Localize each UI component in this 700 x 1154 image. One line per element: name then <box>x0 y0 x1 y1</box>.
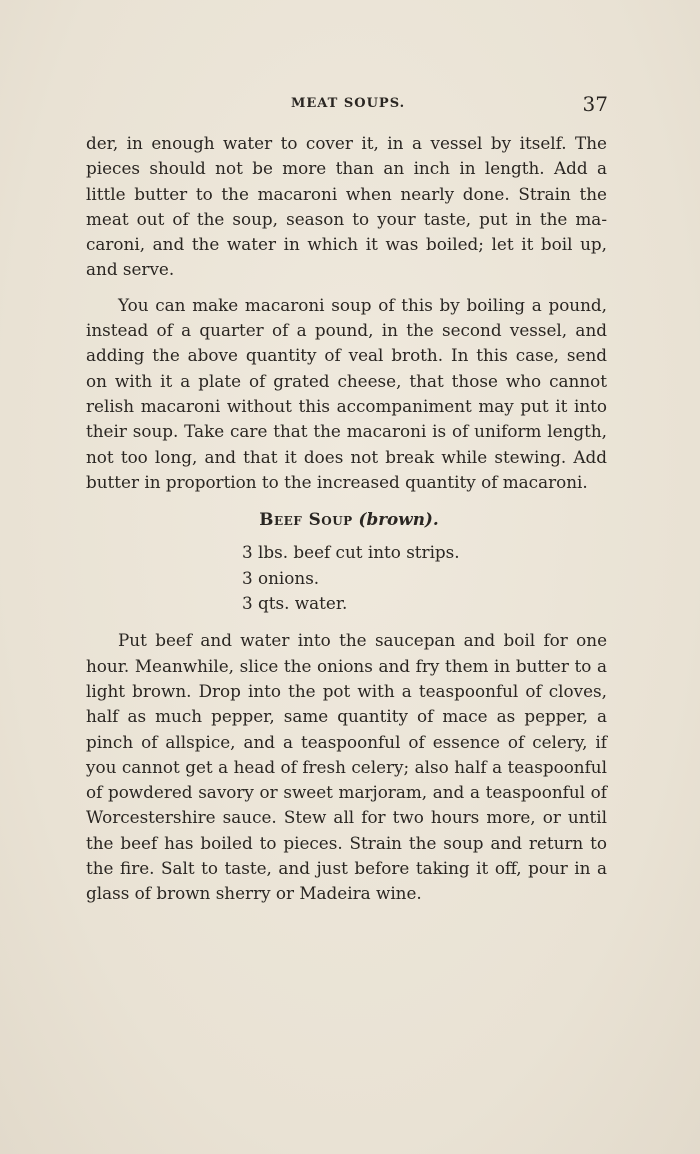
running-head <box>86 92 608 116</box>
running-title: MEAT SOUPS. <box>291 96 406 111</box>
ingredient-item: 3 onions. <box>242 567 320 588</box>
paragraph-continuation: der, in enough water to cover it, in a vessel by itself. The pieces should not be more than an inch in length. Add a little butter to the macaroni when nearly done. Strain the meat out of the soup, season to your taste, put in the macaroni, and the water in which it was boiled; let it boil up, and serve. <box>86 133 607 280</box>
ingredient-list <box>242 540 607 616</box>
page-number: 37 <box>582 92 608 116</box>
ingredient-item: 3 lbs. beef cut into strips. <box>242 542 460 563</box>
ingredient-item: 3 qts. water. <box>242 593 348 614</box>
recipe-subtitle: (brown). <box>358 509 439 530</box>
recipe-title: Beef Soup <box>259 509 353 530</box>
paragraph-macaroni-soup: You can make macaroni soup of this by boiling a pound, instead of a quarter of a pound, in the second vessel, and adding the above quantity of veal broth. In this case, send on with it a plate of grated cheese, that those who cannot relish macaroni without this accompaniment may put it into their soup. Take care that the macaroni is of uniform length, not too long, and that it does not break while stewing. Add butter in proportion to the increased quantity of macaroni. <box>86 294 607 492</box>
recipe-heading <box>86 507 607 532</box>
body-text <box>86 131 607 907</box>
recipe-directions: Put beef and water into the saucepan and boil for one hour. Meanwhile, slice the onions and fry them in butter to a light brown. Drop into the pot with a teaspoonful of cloves, half as much pepper, same quantity of mace as pepper, a pinch of allspice, and a teaspoonful of essence of celery, if you cannot get a head of fresh celery; also half a teaspoonful of powdered savory or sweet marjoram, and a teaspoonful of Worcestershire sauce. Stew all for two hours more, or until the beef has boiled to pieces. Strain the soup and return to the fire. Salt to taste, and just before taking it off, pour in a glass of brown sherry or Madeira wine. <box>86 630 607 904</box>
